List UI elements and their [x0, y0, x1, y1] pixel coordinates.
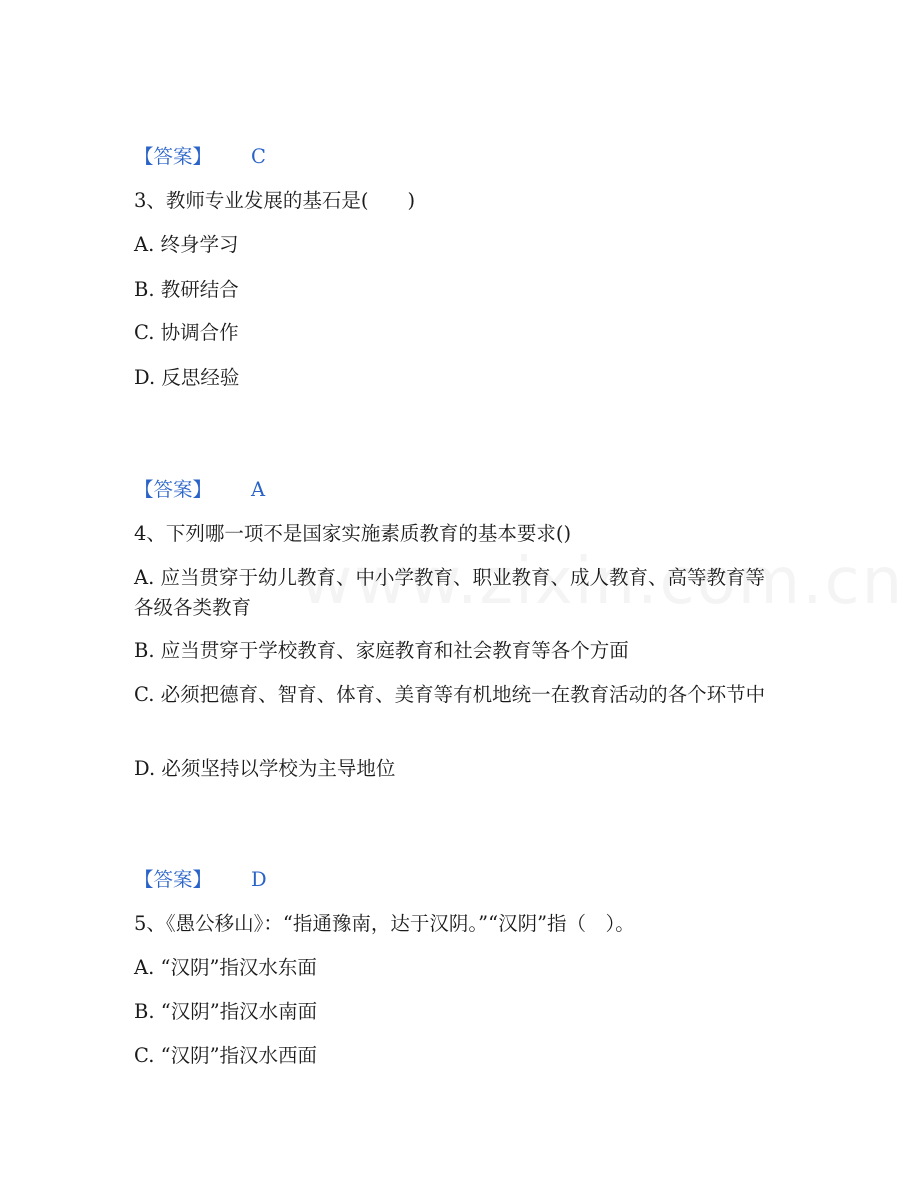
question-3-option-c: C. 协调合作: [134, 321, 239, 344]
question-3-option-b: B. 教研结合: [134, 278, 239, 301]
question-4-option-d: D. 必须坚持以学校为主导地位: [134, 757, 396, 780]
answer-value: C: [251, 145, 266, 168]
question-5-option-a: A. “汉阴”指汉水东面: [134, 956, 317, 979]
answer-label: 【答案】: [134, 868, 213, 891]
question-4-option-a: A. 应当贯穿于幼儿教育、中小学教育、职业教育、成人教育、高等教育等各级各类教育: [134, 566, 765, 619]
answer-value: D: [251, 868, 267, 891]
answer-value: A: [251, 478, 266, 501]
answer-line: [134, 865, 267, 895]
question-3-option-a: A. 终身学习: [134, 233, 239, 256]
question-3-option-d: D. 反思经验: [134, 366, 240, 389]
question-4-option-b: B. 应当贯穿于学校教育、家庭教育和社会教育等各个方面: [134, 639, 629, 662]
question-5-option-b: B. “汉阴”指汉水南面: [134, 1000, 318, 1023]
answer-line: [134, 142, 266, 172]
question-5-text: 5、《愚公移山》：“指通豫南，达于汉阴。”“汉阴”指（ ）。: [134, 912, 635, 935]
question-4-option-c: C. 必须把德育、智育、体育、美育等有机地统一在教育活动的各个环节中: [134, 683, 766, 706]
question-4-text: 4、下列哪一项不是国家实施素质教育的基本要求(): [134, 522, 572, 545]
answer-label: 【答案】: [134, 478, 213, 501]
question-5-option-c: C. “汉阴”指汉水西面: [134, 1044, 318, 1067]
question-3-text: 3、教师专业发展的基石是( ): [134, 189, 416, 212]
answer-line: [134, 475, 266, 505]
answer-label: 【答案】: [134, 145, 213, 168]
